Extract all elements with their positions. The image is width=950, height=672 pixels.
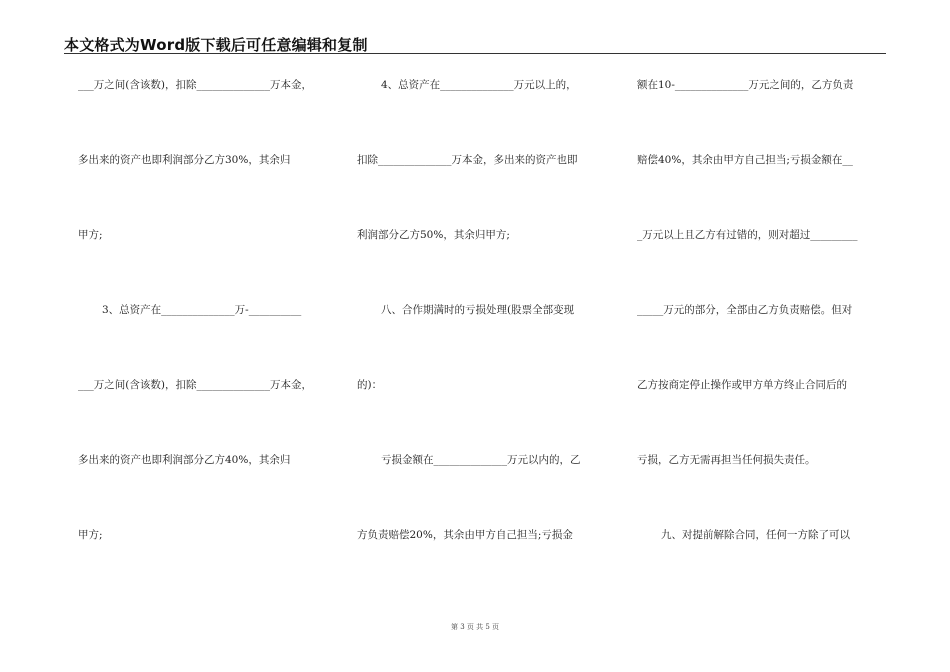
- text-line: 赔偿40%，其余由甲方自己担当;亏损金额在__: [637, 154, 853, 166]
- page-number-footer: 第 3 页 共 5 页: [450, 623, 500, 631]
- text-line: 的)：: [357, 379, 383, 391]
- text-line: 额在10-______________万元之间的，乙方负责: [637, 79, 854, 91]
- text-line: _____万元的部分，全部由乙方负责赔偿。但对: [637, 304, 853, 316]
- text-line: 乙方按商定停止操作或甲方单方终止合同后的: [637, 379, 847, 391]
- text-line: 扣除______________万本金，多出来的资产也即: [357, 154, 578, 166]
- text-line: _万元以上且乙方有过错的，则对超过_________: [637, 229, 858, 241]
- text-line: ___万之间(含该数)，扣除______________万本金，: [78, 79, 312, 91]
- text-line: 甲方;: [78, 529, 103, 541]
- text-line: 甲方;: [78, 229, 103, 241]
- text-line: 多出来的资产也即利润部分乙方40%，其余归: [78, 454, 291, 466]
- text-line: 4、总资产在______________万元以上的，: [381, 79, 577, 91]
- header-divider: [64, 53, 886, 54]
- text-line: 利润部分乙方50%，其余归甲方;: [357, 229, 510, 241]
- text-line: 八、合作期满时的亏损处理(股票全部变现: [381, 304, 575, 316]
- text-line: 3、总资产在______________万-__________: [102, 304, 302, 316]
- text-line: 九、对提前解除合同，任何一方除了可以: [661, 529, 850, 541]
- text-line: 多出来的资产也即利润部分乙方30%，其余归: [78, 154, 291, 166]
- text-line: 方负责赔偿20%，其余由甲方自己担当;亏损金: [357, 529, 573, 541]
- document-header-title: 本文格式为Word版下载后可任意编辑和复制: [64, 36, 368, 54]
- text-line: 亏损金额在______________万元以内的，乙: [381, 454, 581, 466]
- text-line: ___万之间(含该数)，扣除______________万本金，: [78, 379, 312, 391]
- text-line: 亏损，乙方无需再担当任何损失责任。: [637, 454, 816, 466]
